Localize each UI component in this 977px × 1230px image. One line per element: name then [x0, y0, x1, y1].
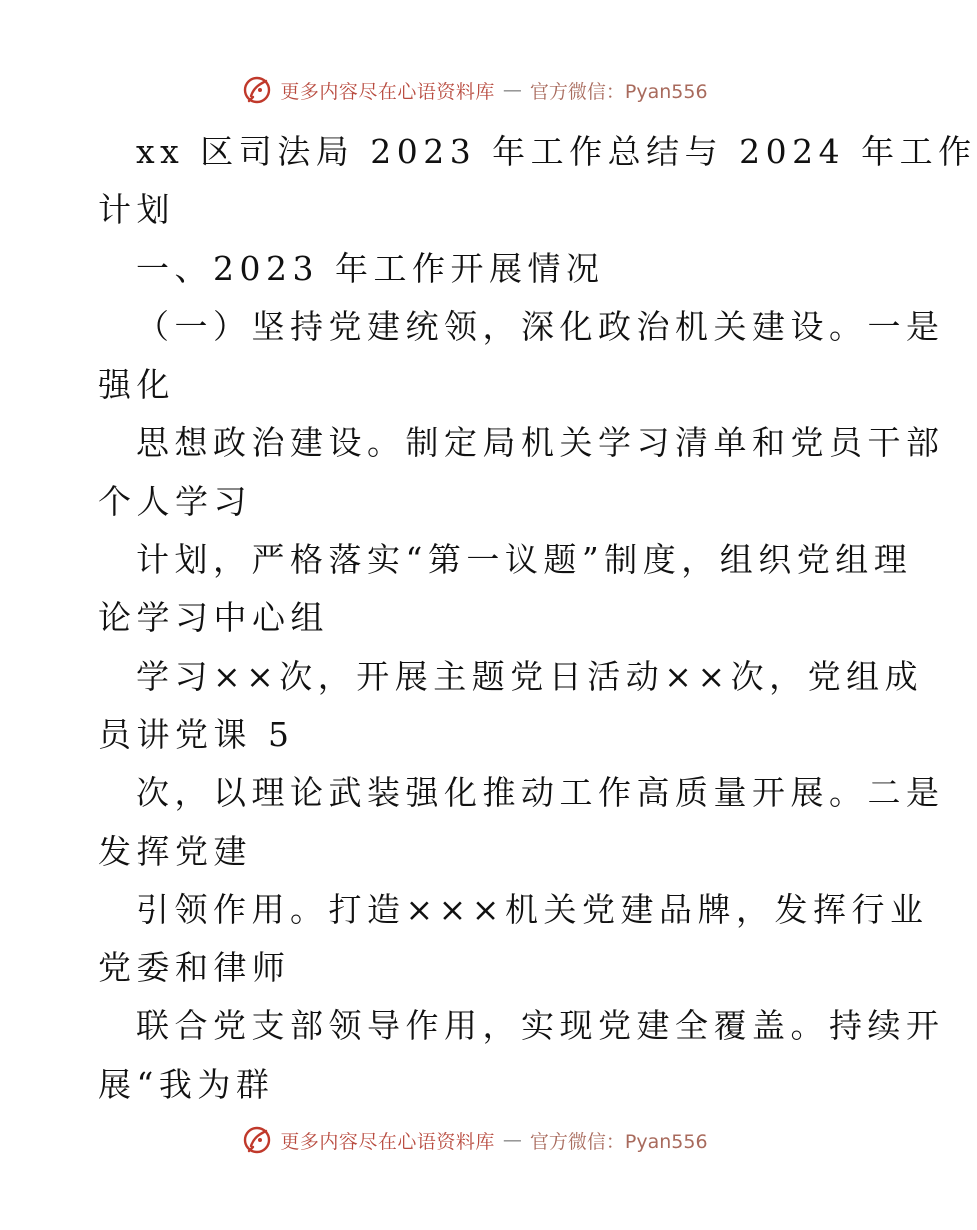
footer-watermark	[0, 1120, 950, 1160]
section-heading: 一、2023 年工作开展情况	[136, 248, 605, 288]
brand-logo-icon	[242, 75, 272, 105]
brand-slogan: 更多内容尽在心语资料库	[280, 80, 495, 103]
header-watermark	[0, 70, 950, 110]
paragraph-line: 强化	[98, 365, 175, 405]
paragraph-line: 展“我为群	[98, 1064, 275, 1104]
brand-contact: 官方微信：Pyan556	[529, 80, 708, 103]
doc-title-line-1: xx 区司法局 2023 年工作总结与 2024 年工作	[136, 132, 977, 171]
paragraph-line: 个人学习	[98, 481, 252, 521]
brand-separator: —	[502, 1129, 522, 1151]
paragraph-line: 员讲党课 5	[98, 714, 295, 754]
document-body	[98, 123, 977, 1114]
brand-contact: 官方微信：Pyan556	[529, 1130, 708, 1153]
doc-title-line-2: 计划	[98, 190, 175, 230]
paragraph-line: 学习××次，开展主题党日活动××次，党组成	[136, 656, 924, 696]
paragraph-line: 联合党支部领导作用，实现党建全覆盖。持续开	[136, 1006, 945, 1046]
paragraph-line: 引领作用。打造×××机关党建品牌，发挥行业	[136, 889, 929, 929]
paragraph-line: 思想政治建设。制定局机关学习清单和党员干部	[136, 423, 945, 463]
paragraph-line: 论学习中心组	[98, 598, 329, 638]
paragraph-line: 发挥党建	[98, 831, 252, 871]
paragraph-line: 党委和律师	[98, 948, 291, 988]
brand-logo-icon	[242, 1125, 272, 1155]
brand-separator: —	[502, 79, 522, 101]
paragraph-line: 计划，严格落实“第一议题”制度，组织党组理	[136, 540, 913, 580]
brand-slogan: 更多内容尽在心语资料库	[280, 1130, 495, 1153]
paragraph-line: 次，以理论武装强化推动工作高质量开展。二是	[136, 773, 945, 813]
paragraph-line: （一）坚持党建统领，深化政治机关建设。一是	[136, 306, 945, 346]
